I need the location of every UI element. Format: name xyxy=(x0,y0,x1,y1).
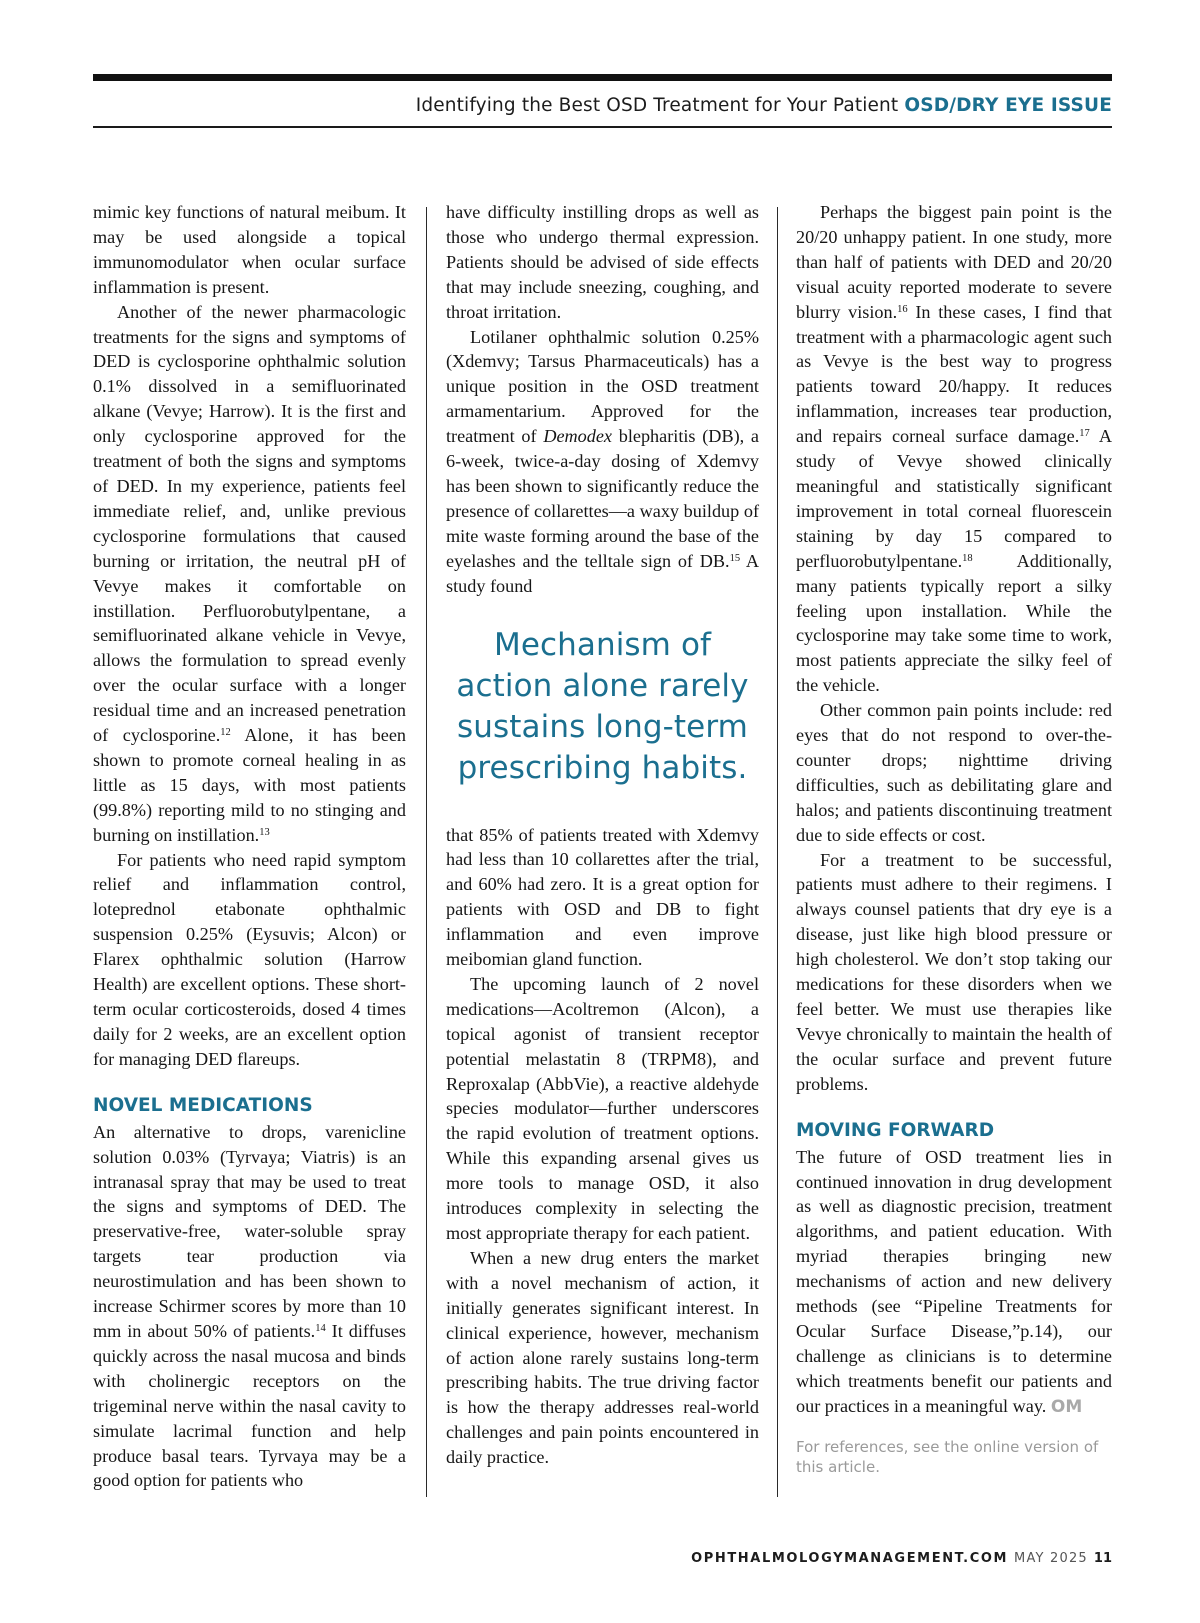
reference-mark: 14 xyxy=(315,1322,326,1334)
text-run: blepharitis (DB), a 6-week, twice-a-day dosing of Xdemvy has been shown to significantly reduce the presence of collarettes—a waxy buildup of mite waste forming around the base of the eyelashes and the telltale sign of DB. xyxy=(446,426,759,571)
paragraph: The upcoming launch of 2 novel medications—Acoltremon (Alcon), a topical agonist of transient receptor potential melastatin 8 (TRPM8), and Reproxalap (AbbVie), a reactive aldehyde species modulator—further underscores the rapid evolution of treatment options. While this expanding arsenal gives us more tools to manage OSD, it also introduces complexity in selecting the most appropriate therapy for each patient. xyxy=(446,973,759,1243)
pull-quote: Mechanism of action alone rarely sustains long-term prescribing habits. xyxy=(456,626,749,786)
italic-term: Demodex xyxy=(543,426,612,447)
paragraph xyxy=(93,300,406,848)
issue-label: OSD/DRY EYE ISSUE xyxy=(904,95,1112,116)
paragraph xyxy=(446,325,759,599)
column-divider-2 xyxy=(777,207,778,1497)
text-run: A study found xyxy=(446,550,759,596)
column-1 xyxy=(93,200,406,1493)
paragraph: that 85% of patients treated with Xdemvy had less than 10 collarettes after the trial, and 60% had zero. It is a great option for patients with OSD and DB to fight inflammation and even improve meibomian gland function. xyxy=(446,824,759,970)
paragraph: mimic key functions of natural meibum. It may be used alongside a topical immunomodulator when ocular surface inflammation is present. xyxy=(93,202,406,297)
section-heading: MOVING FORWARD xyxy=(796,1119,995,1141)
text-run: In these cases, I find that treatment with a pharmacologic agent such as Vevye is the best way to progress patients toward 20/happy. It reduces inflammation, increases tear production, and repairs corneal surface damage. xyxy=(796,301,1112,447)
reference-mark: 13 xyxy=(259,826,270,838)
text-run: An alternative to drops, varenicline solution 0.03% (Tyrvaya; Viatris) is an intranasal spray that may be used to treat the signs and symptoms of DED. The preservative-free, water-soluble spray targets tear production via neurostimulation and has been shown to increase Schirmer scores by more than 10 mm in about 50% of patients. xyxy=(93,1121,406,1341)
reference-mark: 12 xyxy=(220,727,231,739)
column-2 xyxy=(446,200,759,1470)
end-mark: OM xyxy=(1050,1396,1083,1417)
text-run: Another of the newer pharmacologic treatments for the signs and symptoms of DED is cyclosporine ophthalmic solution 0.1% dissolved in a semifluorinated alkane (Vevye; Harrow). It is the first and only cyclosporine approved for the treatment of both the signs and symptoms of DED. In my experience, patients feel immediate relief, and, unlike previous cyclosporine formulations that caused burning or irritation, the neutral pH of Vevye makes it comfortable on instillation. Perfluorobutylpentane, a semifluorinated alkane vehicle in Vevye, allows the formulation to spread evenly over the ocular surface with a longer residual time and an increased penetration of cyclosporine. xyxy=(93,301,406,746)
paragraph: For patients who need rapid symptom relief and inflammation control, loteprednol etabonate ophthalmic suspension 0.25% (Eysuvis; Alcon) or Flarex ophthalmic solution (Harrow Health) are excellent options. These short-term ocular corticosteroids, dosed 4 times daily for 2 weeks, are an excellent option for managing DED flareups. xyxy=(93,849,406,1069)
text-run: Perhaps the biggest pain point is the 20/20 unhappy patient. In one study, more than half of patients with DED and 20/20 visual acuity reported moderate to severe blurry vision. xyxy=(796,202,1112,322)
text-run: Lotilaner ophthalmic solution 0.25% (Xdemvy; Tarsus Pharmaceuticals) has a unique position in the OSD treatment armamentarium. Approved for the treatment of xyxy=(446,326,759,447)
paragraph: have difficulty instilling drops as well as those who undergo thermal expression. Patients should be advised of side effects that may include sneezing, coughing, and throat irritation. xyxy=(446,202,759,322)
page-footer xyxy=(691,1550,1112,1568)
paragraph xyxy=(93,1120,406,1494)
paragraph: Other common pain points include: red eyes that do not respond to over-the-counter drops; nighttime driving difficulties, such as debilitating glare and halos; and patients discontinuing treatment due to side effects or cost. xyxy=(796,700,1112,845)
column-3 xyxy=(796,200,1112,1478)
reference-mark: 16 xyxy=(897,303,908,315)
article-title: Identifying the Best OSD Treatment for Your Patient xyxy=(415,95,905,116)
text-run: The future of OSD treatment lies in continued innovation in drug development as well as diagnostic precision, treatment algorithms, and patient education. With myriad therapies bringing new mechanisms of action and new delivery methods (see “Pipeline Treatments for Ocular Surface Disease,”p.14), our challenge as clinicians is to determine which treatments benefit our patients and our practices in a meaningful way. xyxy=(796,1146,1112,1416)
text-run: Alone, it has been shown to promote corneal healing in as little as 15 days, with most patients (99.8%) reporting mild to no stinging and burning on instillation. xyxy=(93,725,406,845)
reference-mark: 18 xyxy=(962,552,973,564)
text-run: Additionally, many patients typically report a silky feeling upon installation. While the cyclosporine may take some time to work, most patients appreciate the silky feel of the vehicle. xyxy=(796,550,1112,696)
footer-website: OPHTHALMOLOGYMANAGEMENT.COM xyxy=(691,1551,1009,1566)
column-divider-1 xyxy=(426,207,427,1497)
references-note: For references, see the online version of this article. xyxy=(796,1437,1099,1477)
paragraph xyxy=(796,200,1112,698)
paragraph: For a treatment to be successful, patients must adhere to their regimens. I always counsel patients that dry eye is a disease, just like high blood pressure or high cholesterol. We don’t stop taking our medications for these disorders when we feel better. We must use therapies like Vevye chronically to maintain the health of the ocular surface and prevent future problems. xyxy=(796,849,1112,1094)
reference-mark: 15 xyxy=(729,552,741,564)
header-rule xyxy=(93,126,1112,128)
text-run: A study of Vevye showed clinically meaningful and statistically significant improvement in total corneal fluorescein staining by day 15 compared to perfluorobutylpentane. xyxy=(796,426,1112,571)
reference-mark: 17 xyxy=(1079,428,1090,440)
page-number: 11 xyxy=(1093,1551,1112,1566)
paragraph xyxy=(796,1145,1112,1420)
top-rule xyxy=(93,74,1112,81)
section-heading: NOVEL MEDICATIONS xyxy=(93,1094,313,1116)
footer-date: MAY 2025 xyxy=(1014,1551,1088,1566)
paragraph: When a new drug enters the market with a novel mechanism of action, it initially generates significant interest. In clinical experience, however, mechanism of action alone rarely sustains long-term prescribing habits. The true driving factor is how the therapy addresses real-world challenges and pain points encountered in daily practice. xyxy=(446,1247,759,1468)
running-header xyxy=(93,90,1112,124)
text-run: It diffuses quickly across the nasal mucosa and binds with cholinergic receptors on the trigeminal nerve within the nasal cavity to simulate lacrimal function and help produce basal tears. Tyrvaya may be a good option for patients who xyxy=(93,1320,406,1491)
